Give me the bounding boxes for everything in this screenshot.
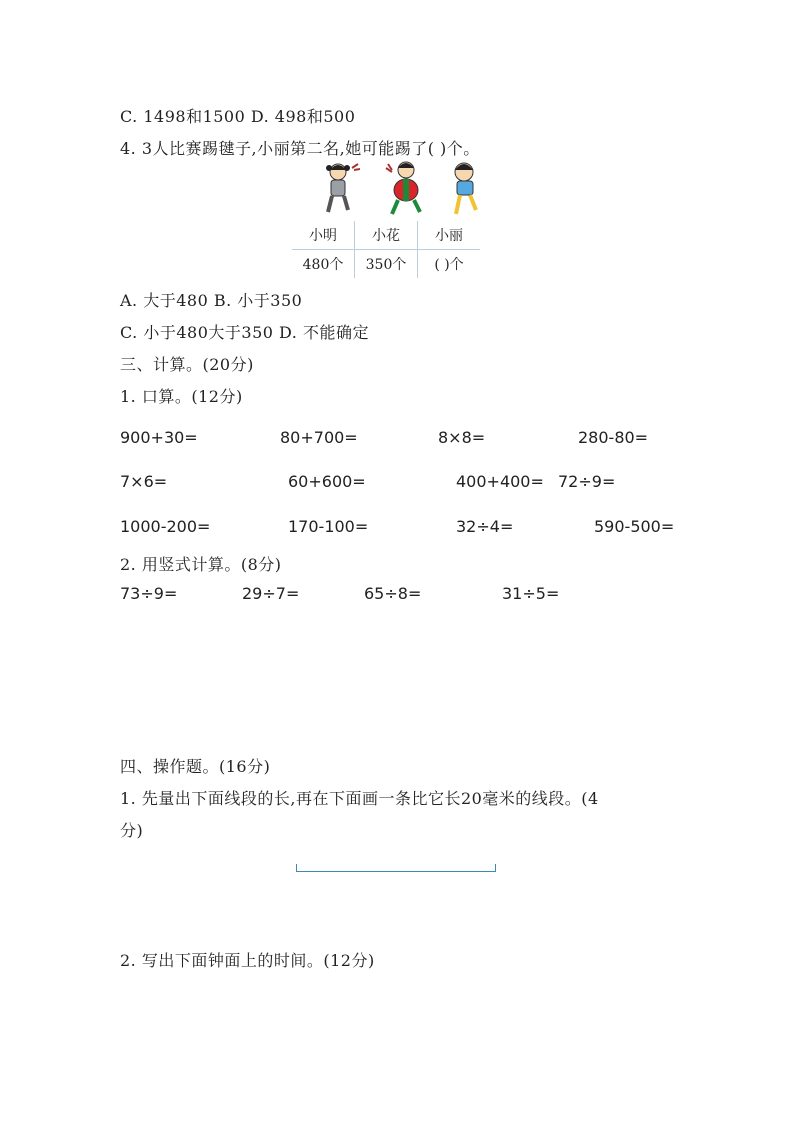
option-c-d-q3: C. 1498和1500 D. 498和500 bbox=[120, 107, 356, 126]
oral-item: 32÷4= bbox=[456, 517, 514, 536]
vertical-calc-heading: 2. 用竖式计算。(8分) bbox=[120, 555, 282, 574]
count-cell: 350个 bbox=[355, 250, 418, 279]
count-cell: ( )个 bbox=[434, 257, 464, 273]
oral-item: 80+700= bbox=[280, 428, 358, 447]
option-a-b-q4: A. 大于480 B. 小于350 bbox=[120, 291, 303, 310]
kid-xiaoli-illustration bbox=[446, 160, 488, 220]
count-cell: 480个 bbox=[292, 250, 355, 279]
name-cell: 小花 bbox=[355, 221, 418, 250]
oral-calc-heading: 1. 口算。(12分) bbox=[120, 387, 243, 406]
line-segment bbox=[296, 864, 496, 872]
oral-item: 8×8= bbox=[438, 428, 486, 447]
question-4-stem: 4. 3人比赛踢毽子,小丽第二名,她可能踢了( )个。 bbox=[120, 139, 480, 158]
name-cell: 小丽 bbox=[418, 221, 481, 250]
clock-question: 2. 写出下面钟面上的时间。(12分) bbox=[120, 951, 375, 970]
name-cell: 小明 bbox=[292, 221, 355, 250]
oral-item: 7×6= bbox=[120, 472, 168, 491]
kid-xiaohua-illustration bbox=[384, 160, 426, 220]
vertical-item: 73÷9= bbox=[120, 584, 178, 603]
vertical-item: 29÷7= bbox=[242, 584, 300, 603]
oral-item: 900+30= bbox=[120, 428, 198, 447]
oral-item: 590-500= bbox=[594, 517, 675, 536]
oral-item: 60+600= bbox=[288, 472, 366, 491]
measure-question-line1: 1. 先量出下面线段的长,再在下面画一条比它长20毫米的线段。(4 bbox=[120, 789, 599, 808]
oral-item: 280-80= bbox=[578, 428, 649, 447]
oral-item: 72÷9= bbox=[558, 472, 616, 491]
score-table bbox=[292, 221, 480, 278]
section-3-title: 三、计算。(20分) bbox=[120, 355, 254, 374]
vertical-item: 65÷8= bbox=[364, 584, 422, 603]
section-4-title: 四、操作题。(16分) bbox=[120, 757, 271, 776]
oral-item: 400+400= bbox=[456, 472, 544, 491]
option-c-d-q4: C. 小于480大于350 D. 不能确定 bbox=[120, 323, 369, 342]
oral-item: 1000-200= bbox=[120, 517, 211, 536]
oral-item: 170-100= bbox=[288, 517, 369, 536]
measure-question-line2: 分) bbox=[120, 821, 144, 840]
kid-xiaoming-illustration bbox=[318, 160, 360, 220]
vertical-item: 31÷5= bbox=[502, 584, 560, 603]
